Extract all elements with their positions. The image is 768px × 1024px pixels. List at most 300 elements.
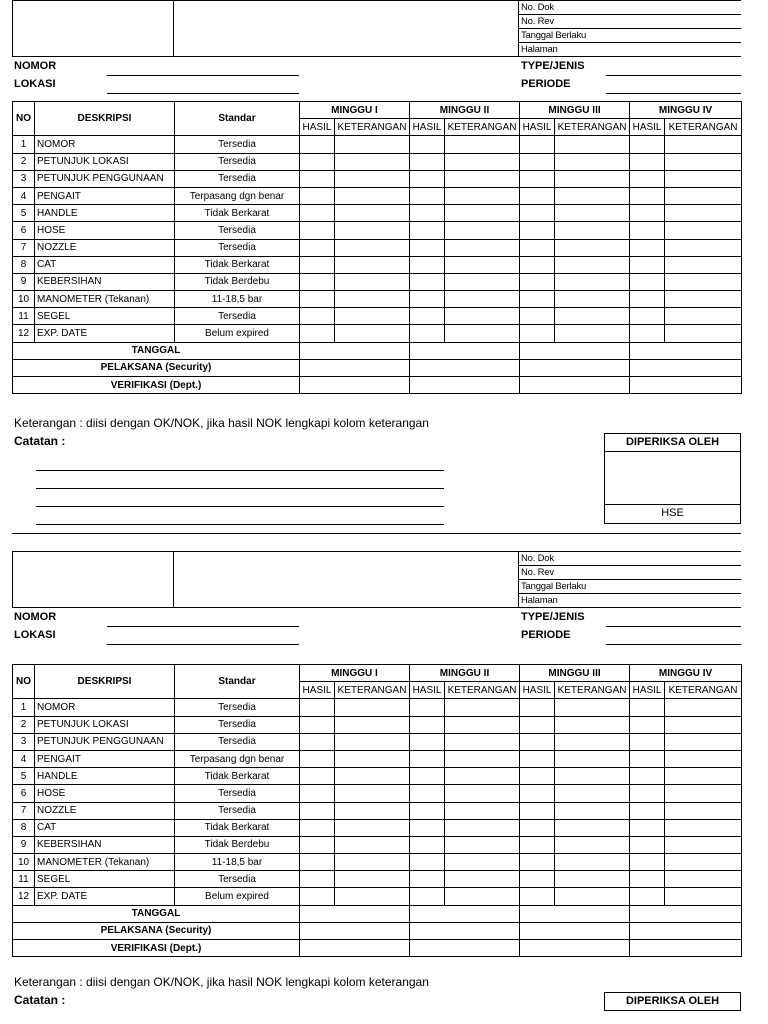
hasil-cell[interactable]	[520, 239, 555, 256]
row-description: NOMOR	[35, 136, 175, 153]
footer-input-cell[interactable]	[630, 342, 742, 359]
hasil-header: HASIL	[520, 119, 555, 136]
hasil-cell[interactable]	[520, 699, 555, 716]
keterangan-cell[interactable]	[665, 187, 742, 204]
row-number: 10	[13, 291, 35, 308]
keterangan-cell[interactable]	[335, 836, 410, 853]
table-row	[13, 854, 742, 871]
hasil-cell[interactable]	[630, 836, 665, 853]
hasil-cell[interactable]	[410, 785, 445, 802]
hasil-cell[interactable]	[630, 170, 665, 187]
hasil-cell[interactable]	[630, 716, 665, 733]
keterangan-cell[interactable]	[665, 273, 742, 290]
hasil-cell[interactable]	[630, 205, 665, 222]
hasil-cell[interactable]	[630, 699, 665, 716]
keterangan-header: KETERANGAN	[555, 682, 630, 699]
keterangan-cell[interactable]	[665, 222, 742, 239]
keterangan-cell[interactable]	[665, 325, 742, 342]
footer-input-cell[interactable]	[410, 359, 520, 376]
hasil-cell[interactable]	[410, 308, 445, 325]
keterangan-cell[interactable]	[555, 222, 630, 239]
keterangan-cell[interactable]	[445, 187, 520, 204]
hasil-cell[interactable]	[410, 888, 445, 905]
keterangan-cell[interactable]	[665, 716, 742, 733]
hasil-cell[interactable]	[300, 785, 335, 802]
hasil-cell[interactable]	[300, 187, 335, 204]
keterangan-cell[interactable]	[555, 750, 630, 767]
hasil-cell[interactable]	[300, 291, 335, 308]
keterangan-cell[interactable]	[445, 802, 520, 819]
keterangan-cell[interactable]	[445, 153, 520, 170]
table-row	[13, 153, 742, 170]
hasil-cell[interactable]	[630, 187, 665, 204]
row-standard: Tersedia	[175, 222, 300, 239]
keterangan-cell[interactable]	[555, 205, 630, 222]
footer-input-cell[interactable]	[410, 905, 520, 922]
keterangan-cell[interactable]	[335, 170, 410, 187]
hasil-cell[interactable]	[300, 854, 335, 871]
hasil-cell[interactable]	[410, 716, 445, 733]
keterangan-note: Keterangan : diisi dengan OK/NOK, jika hasil NOK lengkapi kolom keterangan	[14, 975, 429, 989]
keterangan-cell[interactable]	[335, 750, 410, 767]
keterangan-cell[interactable]	[335, 205, 410, 222]
hasil-cell[interactable]	[520, 750, 555, 767]
week-header: MINGGU IV	[630, 665, 742, 682]
periode-input-line[interactable]	[606, 644, 741, 645]
keterangan-cell[interactable]	[445, 854, 520, 871]
hasil-cell[interactable]	[300, 308, 335, 325]
lokasi-label: LOKASI	[14, 629, 56, 641]
hasil-cell[interactable]	[410, 768, 445, 785]
diperiksa-oleh-box	[604, 433, 741, 524]
hasil-cell[interactable]	[300, 871, 335, 888]
catatan-line[interactable]	[36, 470, 444, 471]
hasil-cell[interactable]	[520, 136, 555, 153]
keterangan-cell[interactable]	[445, 768, 520, 785]
hasil-header: HASIL	[410, 119, 445, 136]
hasil-cell[interactable]	[300, 205, 335, 222]
keterangan-cell[interactable]	[335, 153, 410, 170]
keterangan-cell[interactable]	[555, 308, 630, 325]
hasil-cell[interactable]	[300, 819, 335, 836]
row-standard: Tidak Berkarat	[175, 768, 300, 785]
keterangan-cell[interactable]	[445, 308, 520, 325]
nomor-label: NOMOR	[14, 60, 57, 72]
keterangan-cell[interactable]	[445, 239, 520, 256]
hasil-cell[interactable]	[630, 785, 665, 802]
row-number: 4	[13, 750, 35, 767]
hasil-cell[interactable]	[520, 153, 555, 170]
hasil-cell[interactable]	[520, 802, 555, 819]
hasil-cell[interactable]	[520, 819, 555, 836]
keterangan-cell[interactable]	[445, 325, 520, 342]
keterangan-cell[interactable]	[665, 291, 742, 308]
hasil-cell[interactable]	[630, 239, 665, 256]
keterangan-cell[interactable]	[445, 273, 520, 290]
doc-info-row: Tanggal Berlaku	[519, 29, 741, 43]
keterangan-cell[interactable]	[555, 273, 630, 290]
hasil-cell[interactable]	[410, 187, 445, 204]
keterangan-cell[interactable]	[555, 854, 630, 871]
hasil-cell[interactable]	[410, 205, 445, 222]
hasil-cell[interactable]	[520, 187, 555, 204]
keterangan-cell[interactable]	[335, 716, 410, 733]
footer-input-cell[interactable]	[520, 905, 630, 922]
hasil-cell[interactable]	[630, 854, 665, 871]
row-description: KEBERSIHAN	[35, 836, 175, 853]
catatan-line[interactable]	[36, 524, 444, 525]
footer-input-cell[interactable]	[520, 359, 630, 376]
row-number: 7	[13, 802, 35, 819]
row-description: CAT	[35, 819, 175, 836]
hasil-cell[interactable]	[630, 750, 665, 767]
hasil-cell[interactable]	[520, 273, 555, 290]
footer-input-cell[interactable]	[410, 377, 520, 394]
signature-area[interactable]	[605, 452, 740, 505]
keterangan-cell[interactable]	[335, 768, 410, 785]
footer-input-cell[interactable]	[520, 377, 630, 394]
keterangan-cell[interactable]	[555, 785, 630, 802]
hasil-cell[interactable]	[410, 699, 445, 716]
keterangan-cell[interactable]	[445, 750, 520, 767]
footer-input-cell[interactable]	[300, 377, 410, 394]
hasil-cell[interactable]	[630, 256, 665, 273]
table-row	[13, 308, 742, 325]
keterangan-header: KETERANGAN	[445, 119, 520, 136]
hasil-cell[interactable]	[630, 153, 665, 170]
footer-input-cell[interactable]	[630, 377, 742, 394]
row-number: 8	[13, 819, 35, 836]
hasil-cell[interactable]	[410, 239, 445, 256]
hasil-cell[interactable]	[520, 256, 555, 273]
keterangan-cell[interactable]	[335, 187, 410, 204]
table-row	[13, 802, 742, 819]
hasil-cell[interactable]	[520, 871, 555, 888]
hasil-cell[interactable]	[300, 136, 335, 153]
col-deskripsi-header: DESKRIPSI	[35, 102, 175, 136]
hasil-cell[interactable]	[300, 239, 335, 256]
hasil-cell[interactable]	[630, 733, 665, 750]
keterangan-cell[interactable]	[555, 136, 630, 153]
row-number: 7	[13, 239, 35, 256]
footer-input-cell[interactable]	[520, 922, 630, 939]
hasil-cell[interactable]	[300, 222, 335, 239]
keterangan-cell[interactable]	[335, 273, 410, 290]
keterangan-cell[interactable]	[445, 291, 520, 308]
footer-input-cell[interactable]	[630, 905, 742, 922]
keterangan-cell[interactable]	[555, 716, 630, 733]
keterangan-cell[interactable]	[445, 222, 520, 239]
keterangan-cell[interactable]	[555, 819, 630, 836]
nomor-input-line[interactable]	[107, 75, 299, 76]
keterangan-cell[interactable]	[555, 733, 630, 750]
footer-input-cell[interactable]	[520, 342, 630, 359]
table-header-row	[13, 665, 742, 682]
table-footer-row	[13, 377, 742, 394]
row-description: NOZZLE	[35, 802, 175, 819]
keterangan-cell[interactable]	[445, 733, 520, 750]
keterangan-cell[interactable]	[445, 871, 520, 888]
keterangan-note: Keterangan : diisi dengan OK/NOK, jika hasil NOK lengkapi kolom keterangan	[14, 416, 429, 430]
type-input-line[interactable]	[606, 626, 741, 627]
keterangan-cell[interactable]	[335, 256, 410, 273]
keterangan-cell[interactable]	[335, 291, 410, 308]
keterangan-cell[interactable]	[665, 256, 742, 273]
hasil-cell[interactable]	[300, 273, 335, 290]
hasil-cell[interactable]	[520, 170, 555, 187]
footer-input-cell[interactable]	[410, 342, 520, 359]
hasil-cell[interactable]	[410, 871, 445, 888]
keterangan-cell[interactable]	[555, 153, 630, 170]
col-deskripsi-header: DESKRIPSI	[35, 665, 175, 699]
lokasi-input-line[interactable]	[107, 93, 299, 94]
hasil-cell[interactable]	[630, 802, 665, 819]
hasil-cell[interactable]	[410, 819, 445, 836]
hasil-cell[interactable]	[300, 325, 335, 342]
keterangan-cell[interactable]	[665, 871, 742, 888]
week-header: MINGGU III	[520, 102, 630, 119]
keterangan-cell[interactable]	[445, 136, 520, 153]
hasil-cell[interactable]	[630, 273, 665, 290]
hasil-cell[interactable]	[410, 170, 445, 187]
keterangan-cell[interactable]	[555, 291, 630, 308]
hasil-cell[interactable]	[410, 733, 445, 750]
hasil-cell[interactable]	[410, 750, 445, 767]
keterangan-cell[interactable]	[555, 888, 630, 905]
hasil-cell[interactable]	[300, 733, 335, 750]
keterangan-cell[interactable]	[335, 854, 410, 871]
hasil-cell[interactable]	[410, 291, 445, 308]
hasil-cell[interactable]	[410, 136, 445, 153]
hasil-cell[interactable]	[520, 222, 555, 239]
keterangan-cell[interactable]	[335, 785, 410, 802]
hasil-cell[interactable]	[520, 836, 555, 853]
keterangan-cell[interactable]	[335, 888, 410, 905]
nomor-input-line[interactable]	[107, 626, 299, 627]
keterangan-cell[interactable]	[665, 733, 742, 750]
keterangan-cell[interactable]	[555, 170, 630, 187]
keterangan-cell[interactable]	[665, 699, 742, 716]
hasil-cell[interactable]	[520, 785, 555, 802]
footer-input-cell[interactable]	[630, 940, 742, 957]
keterangan-cell[interactable]	[665, 239, 742, 256]
hasil-cell[interactable]	[630, 136, 665, 153]
keterangan-cell[interactable]	[665, 153, 742, 170]
row-standard: Tersedia	[175, 170, 300, 187]
keterangan-cell[interactable]	[665, 768, 742, 785]
hasil-cell[interactable]	[630, 888, 665, 905]
keterangan-cell[interactable]	[555, 325, 630, 342]
keterangan-cell[interactable]	[445, 716, 520, 733]
keterangan-cell[interactable]	[335, 819, 410, 836]
hasil-cell[interactable]	[630, 291, 665, 308]
type-label: TYPE/JENIS	[521, 60, 585, 72]
hasil-cell[interactable]	[410, 222, 445, 239]
type-input-line[interactable]	[606, 75, 741, 76]
table-row	[13, 750, 742, 767]
hasil-cell[interactable]	[630, 222, 665, 239]
keterangan-header: KETERANGAN	[335, 682, 410, 699]
row-description: EXP. DATE	[35, 888, 175, 905]
keterangan-cell[interactable]	[665, 308, 742, 325]
row-standard: Tersedia	[175, 153, 300, 170]
hasil-cell[interactable]	[410, 802, 445, 819]
hasil-cell[interactable]	[300, 716, 335, 733]
type-label: TYPE/JENIS	[521, 611, 585, 623]
keterangan-cell[interactable]	[665, 854, 742, 871]
row-description: PETUNJUK LOKASI	[35, 153, 175, 170]
keterangan-cell[interactable]	[555, 871, 630, 888]
table-row	[13, 836, 742, 853]
keterangan-cell[interactable]	[665, 888, 742, 905]
hasil-cell[interactable]	[520, 291, 555, 308]
week-header: MINGGU II	[410, 665, 520, 682]
keterangan-cell[interactable]	[555, 802, 630, 819]
row-description: CAT	[35, 256, 175, 273]
periode-input-line[interactable]	[606, 93, 741, 94]
hasil-cell[interactable]	[630, 308, 665, 325]
hasil-cell[interactable]	[520, 325, 555, 342]
keterangan-cell[interactable]	[335, 325, 410, 342]
hasil-cell[interactable]	[630, 325, 665, 342]
hasil-cell[interactable]	[520, 308, 555, 325]
periode-label: PERIODE	[521, 629, 571, 641]
footer-input-cell[interactable]	[410, 940, 520, 957]
hasil-header: HASIL	[520, 682, 555, 699]
row-standard: Tidak Berkarat	[175, 256, 300, 273]
row-number: 3	[13, 170, 35, 187]
hasil-cell[interactable]	[410, 836, 445, 853]
footer-input-cell[interactable]	[630, 359, 742, 376]
footer-input-cell[interactable]	[300, 940, 410, 957]
keterangan-cell[interactable]	[445, 819, 520, 836]
table-header-row	[13, 102, 742, 119]
keterangan-cell[interactable]	[665, 170, 742, 187]
keterangan-cell[interactable]	[665, 205, 742, 222]
hasil-cell[interactable]	[300, 768, 335, 785]
keterangan-cell[interactable]	[445, 205, 520, 222]
keterangan-cell[interactable]	[335, 222, 410, 239]
keterangan-cell[interactable]	[665, 136, 742, 153]
hasil-cell[interactable]	[410, 273, 445, 290]
lokasi-input-line[interactable]	[107, 644, 299, 645]
keterangan-cell[interactable]	[335, 733, 410, 750]
keterangan-cell[interactable]	[555, 836, 630, 853]
hasil-cell[interactable]	[410, 325, 445, 342]
checklist-table	[12, 664, 742, 957]
row-standard: 11-18,5 bar	[175, 854, 300, 871]
hasil-cell[interactable]	[630, 819, 665, 836]
row-standard: Terpasang dgn benar	[175, 750, 300, 767]
row-description: MANOMETER (Tekanan)	[35, 291, 175, 308]
hasil-cell[interactable]	[520, 888, 555, 905]
hasil-cell[interactable]	[300, 750, 335, 767]
table-footer-row	[13, 940, 742, 957]
footer-input-cell[interactable]	[630, 922, 742, 939]
keterangan-cell[interactable]	[665, 802, 742, 819]
hasil-cell[interactable]	[520, 768, 555, 785]
keterangan-cell[interactable]	[445, 888, 520, 905]
diperiksa-oleh-title: DIPERIKSA OLEH	[625, 995, 720, 1007]
row-number: 11	[13, 871, 35, 888]
keterangan-cell[interactable]	[555, 239, 630, 256]
hasil-cell[interactable]	[410, 153, 445, 170]
keterangan-cell[interactable]	[445, 170, 520, 187]
keterangan-cell[interactable]	[445, 699, 520, 716]
keterangan-cell[interactable]	[445, 785, 520, 802]
catatan-line[interactable]	[36, 488, 444, 489]
hasil-cell[interactable]	[520, 854, 555, 871]
keterangan-cell[interactable]	[335, 871, 410, 888]
catatan-line[interactable]	[36, 506, 444, 507]
footer-input-cell[interactable]	[300, 342, 410, 359]
hasil-cell[interactable]	[520, 716, 555, 733]
footer-input-cell[interactable]	[410, 922, 520, 939]
hasil-cell[interactable]	[300, 699, 335, 716]
row-number: 2	[13, 716, 35, 733]
row-standard: Tersedia	[175, 733, 300, 750]
row-number: 2	[13, 153, 35, 170]
keterangan-cell[interactable]	[665, 836, 742, 853]
hasil-cell[interactable]	[630, 871, 665, 888]
row-number: 5	[13, 205, 35, 222]
title-cell	[174, 1, 519, 57]
row-number: 8	[13, 256, 35, 273]
keterangan-cell[interactable]	[555, 768, 630, 785]
keterangan-cell[interactable]	[665, 819, 742, 836]
keterangan-cell[interactable]	[665, 750, 742, 767]
doc-info-row: No. Rev	[519, 566, 741, 580]
footer-input-cell[interactable]	[300, 905, 410, 922]
keterangan-cell[interactable]	[335, 136, 410, 153]
keterangan-cell[interactable]	[335, 308, 410, 325]
hasil-cell[interactable]	[300, 888, 335, 905]
keterangan-cell[interactable]	[445, 836, 520, 853]
form-divider	[12, 533, 741, 534]
hasil-header: HASIL	[410, 682, 445, 699]
keterangan-cell[interactable]	[335, 802, 410, 819]
hasil-cell[interactable]	[300, 153, 335, 170]
footer-input-cell[interactable]	[520, 940, 630, 957]
keterangan-cell[interactable]	[335, 699, 410, 716]
table-row	[13, 819, 742, 836]
hasil-cell[interactable]	[300, 256, 335, 273]
col-no-header: NO	[13, 102, 35, 136]
keterangan-cell[interactable]	[555, 256, 630, 273]
table-footer-row	[13, 922, 742, 939]
logo-cell	[12, 552, 174, 608]
hasil-cell[interactable]	[410, 854, 445, 871]
keterangan-cell[interactable]	[555, 699, 630, 716]
hasil-cell[interactable]	[630, 768, 665, 785]
hasil-cell[interactable]	[520, 733, 555, 750]
keterangan-cell[interactable]	[665, 785, 742, 802]
hasil-cell[interactable]	[300, 802, 335, 819]
row-standard: Tersedia	[175, 802, 300, 819]
hasil-cell[interactable]	[520, 205, 555, 222]
keterangan-cell[interactable]	[445, 256, 520, 273]
hasil-cell[interactable]	[300, 836, 335, 853]
checklist-table	[12, 101, 742, 394]
footer-input-cell[interactable]	[300, 359, 410, 376]
hasil-cell[interactable]	[410, 256, 445, 273]
week-header: MINGGU I	[300, 665, 410, 682]
footer-input-cell[interactable]	[300, 922, 410, 939]
keterangan-cell[interactable]	[555, 187, 630, 204]
hasil-cell[interactable]	[300, 170, 335, 187]
keterangan-cell[interactable]	[335, 239, 410, 256]
row-standard: Terpasang dgn benar	[175, 187, 300, 204]
